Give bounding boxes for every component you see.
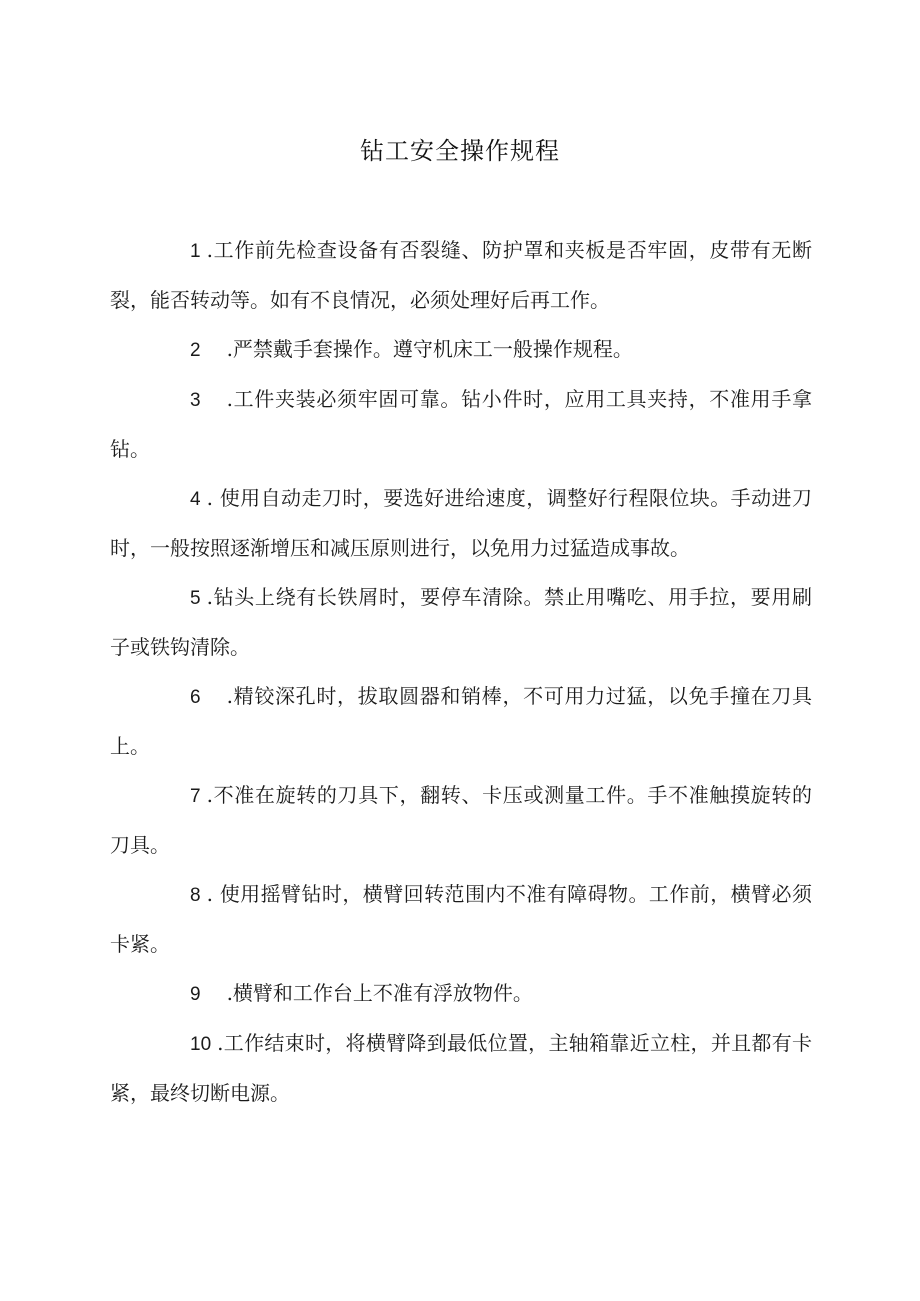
item-text: .严禁戴手套操作。遵守机床工一般操作规程。 [226,337,633,361]
document-title: 钻工安全操作规程 [360,137,560,165]
item-text: .不准在旋转的刀具下，翻转、卡压或测量工件。手不准触摸旋转的刀具。 [110,783,812,857]
list-item [110,325,812,375]
item-text: .钻头上绕有长铁屑时，要停车清除。禁止用嘴吃、用手拉，要用刷子或铁钩清除。 [110,585,812,659]
item-number: 9 [190,984,201,1005]
list-item [110,474,812,573]
item-number: 5 [190,588,201,609]
item-text: . 使用摇臂钻时，横臂回转范围内不准有障碍物。工作前，横臂必须卡紧。 [110,882,812,956]
list-item [110,969,812,1019]
item-text: .工作结束时，将横臂降到最低位置，主轴箱靠近立柱，并且都有卡紧，最终切断电源。 [110,1031,812,1105]
list-item [110,1019,812,1118]
item-text: .精铰深孔时，拔取圆器和销棒，不可用力过猛，以免手撞在刀具上。 [110,684,812,758]
item-number: 3 [190,390,201,411]
item-number: 2 [190,340,201,361]
document-body [110,226,812,1118]
list-item [110,771,812,870]
list-item [110,573,812,672]
item-number: 8 [190,885,201,906]
item-number: 6 [190,687,201,708]
item-number: 10 [190,1034,212,1055]
item-text: .工件夹装必须牢固可靠。钻小件时，应用工具夹持，不准用手拿钻。 [110,387,812,461]
item-text: . 使用自动走刀时，要选好进给速度，调整好行程限位块。手动进刀时，一般按照逐渐增压和减压原则进行，以免用力过猛造成事故。 [110,486,812,560]
list-item [110,375,812,474]
item-number: 1 [190,241,201,262]
item-number: 4 [190,489,201,510]
item-number: 7 [190,786,201,807]
list-item [110,672,812,771]
item-text: .工作前先检查设备有否裂缝、防护罩和夹板是否牢固，皮带有无断裂，能否转动等。如有不良情况，必须处理好后再工作。 [110,238,812,312]
item-text: .横臂和工作台上不准有浮放物件。 [226,981,533,1005]
list-item [110,870,812,969]
list-item [110,226,812,325]
